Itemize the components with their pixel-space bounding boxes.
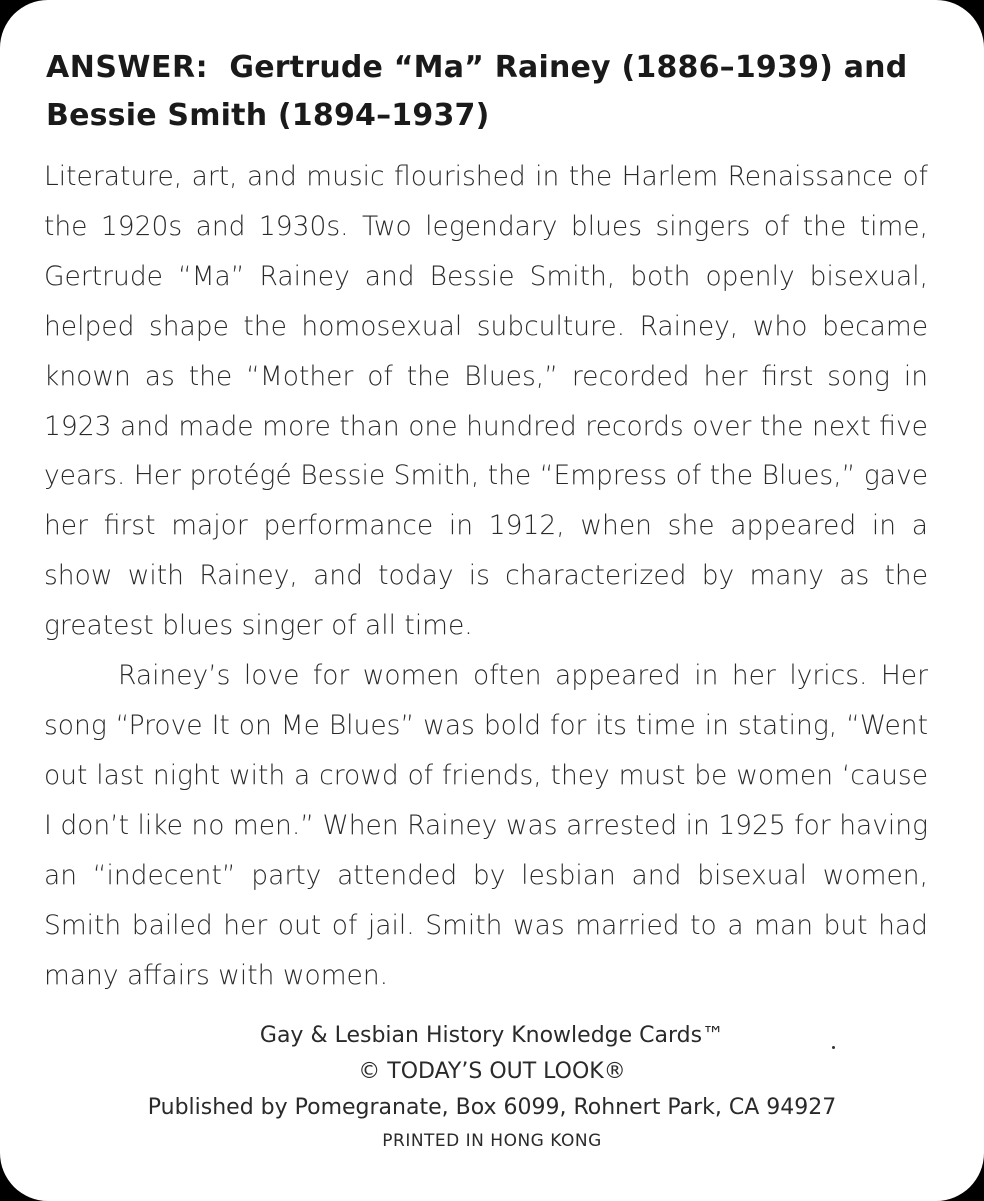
card-body (44, 152, 928, 1000)
publisher-line: Published by Pomegranate, Box 6099, Rohnert Park, CA 94927 (147, 1095, 837, 1120)
print-speck (832, 1046, 835, 1049)
printed-line: PRINTED IN HONG KONG (382, 1131, 602, 1151)
body-paragraph-2: Rainey’s love for women often appeared in her lyrics. Her song “Prove It on Me Blues” was bold for its time in stating, “Went out last night with a crowd of friends, they must be women ‘cause I don’t like no men.” When Rainey was arrested in 1925 for having an “indecent” party attended by lesbian and bisexual women, Smith bailed her out of jail. Smith was married to a man but had many affairs with women. (44, 660, 928, 991)
answer-label: ANSWER: (46, 50, 209, 85)
card-footer (0, 1018, 984, 1156)
copyright-line: © TODAY’S OUT LOOK® (358, 1059, 626, 1084)
answer-subjects: Gertrude “Ma” Rainey (1886–1939) and Bessie Smith (1894–1937) (46, 50, 908, 133)
body-paragraph-1: Literature, art, and music flourished in the Harlem Renaissance of the 1920s and 1930s. Two legendary blues singers of the time, Gertrude “Ma” Rainey and Bessie Smith, both openly bisexual, helped shape the homosexual subculture. Rainey, who became known as the “Mother of the Blues,” recorded her first song in 1923 and made more than one hundred records over the next five years. Her protégé Bessie Smith, the “Empress of the Blues,” gave her first major performance in 1912, when she appeared in a show with Rainey, and today is characterized by many as the greatest blues singer of all time. (44, 161, 928, 642)
series-name: Gay & Lesbian History Knowledge Cards™ (259, 1023, 725, 1048)
answer-heading (46, 44, 946, 140)
